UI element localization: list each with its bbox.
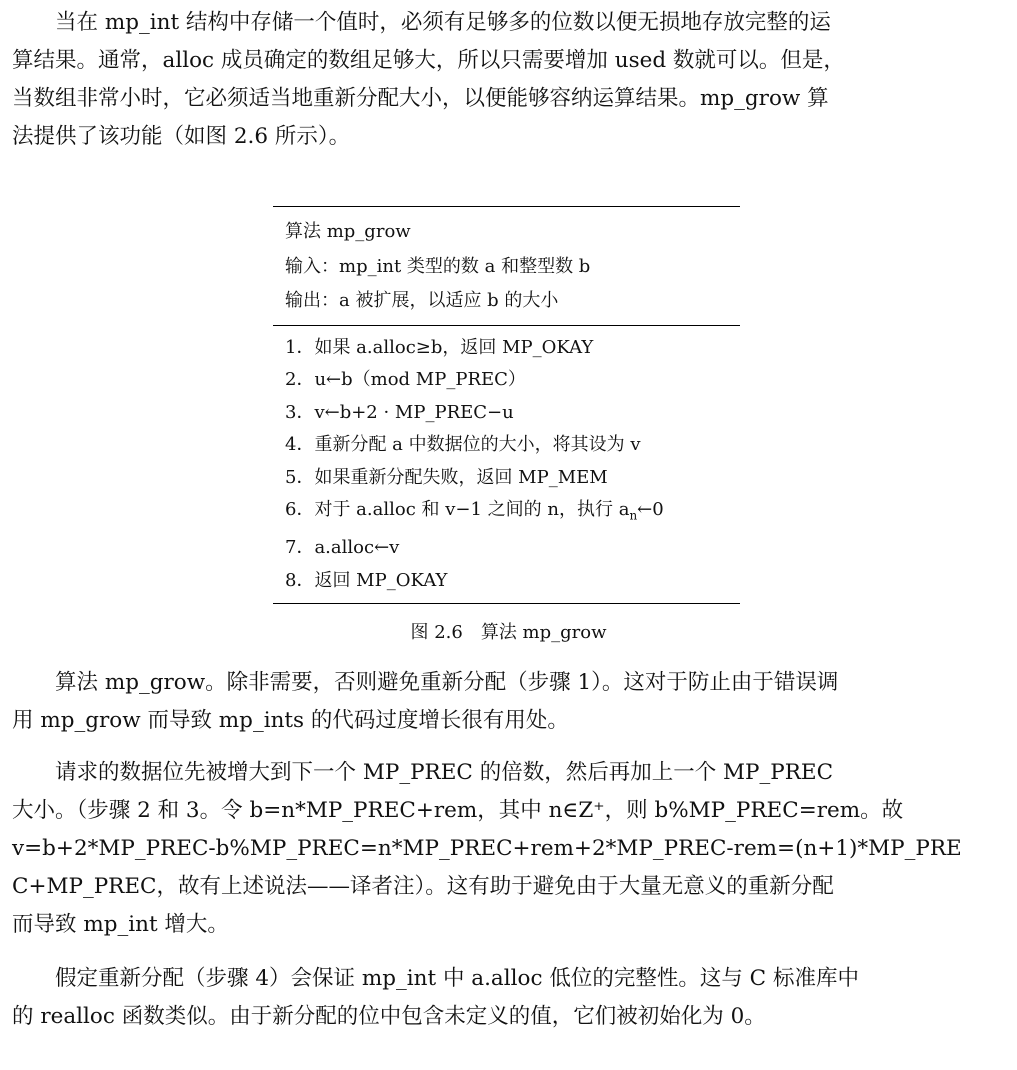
- text-line: 法提供了该功能（如图 2.6 所示）。: [12, 124, 351, 149]
- algorithm-header: [273, 207, 740, 325]
- algorithm-step: 7．a.alloc←v: [285, 537, 400, 559]
- text-line: 假定重新分配（步骤 4）会保证 mp_int 中 a.alloc 低位的完整性。这与 C 标准库中: [55, 966, 859, 991]
- algorithm-box: [273, 206, 740, 604]
- algorithm-step: 8．返回 MP_OKAY: [285, 569, 448, 591]
- figure-number: 图 2.6: [410, 622, 463, 643]
- step-6-text: 6．对于 a.alloc 和 v−1 之间的 n，执行 a: [285, 499, 630, 520]
- text-line: 的 realloc 函数类似。由于新分配的位中包含未定义的值，它们被初始化为 0。: [12, 1004, 766, 1029]
- step-6-tail: ←0: [637, 499, 664, 520]
- paragraph-step2-3: [12, 754, 1005, 944]
- bottom-rule: [273, 603, 740, 604]
- text-line: 而导致 mp_int 增大。: [12, 912, 229, 937]
- algorithm-output: 输出：a 被扩展，以适应 b 的大小: [285, 290, 559, 311]
- algorithm-steps: [273, 326, 740, 604]
- figure-title: 算法 mp_grow: [480, 622, 607, 643]
- text-line: v=b+2*MP_PREC-b%MP_PREC=n*MP_PREC+rem+2*MP_PREC-rem=(n+1)*MP_PRE: [12, 836, 962, 861]
- algorithm-step: 2．u←b（mod MP_PREC）: [285, 369, 526, 390]
- algorithm-input: 输入：mp_int 类型的数 a 和整型数 b: [285, 255, 591, 277]
- paragraph-step4: [12, 960, 1005, 1036]
- algorithm-step: 5．如果重新分配失败，返回 MP_MEM: [285, 466, 608, 488]
- text-line: 当在 mp_int 结构中存储一个值时，必须有足够多的位数以便无损地存放完整的运: [55, 10, 831, 35]
- algorithm-title: 算法 mp_grow: [285, 221, 411, 242]
- algorithm-step: 4．重新分配 a 中数据位的大小，将其设为 v: [285, 434, 641, 455]
- text-line: 大小。（步骤 2 和 3。令 b=n*MP_PREC+rem，其中 n∈Z⁺，则 b%MP_PREC=rem。故: [12, 798, 904, 823]
- paragraph-intro: [12, 4, 1005, 156]
- algorithm-step-6: [285, 494, 740, 532]
- paragraph-step1: [12, 664, 1005, 740]
- text-line: 算法 mp_grow。除非需要，否则避免重新分配（步骤 1）。这对于防止由于错误调: [55, 670, 839, 695]
- step-6-subscript: n: [629, 508, 638, 523]
- text-line: 算结果。通常，alloc 成员确定的数组足够大，所以只需要增加 used 数就可以。但是，: [12, 48, 845, 73]
- figure-caption: [0, 620, 1017, 646]
- text-line: 当数组非常小时，它必须适当地重新分配大小，以便能够容纳运算结果。mp_grow 算: [12, 86, 829, 111]
- algorithm-step: 3．v←b+2 · MP_PREC−u: [285, 401, 514, 423]
- text-line: C+MP_PREC，故有上述说法——译者注）。这有助于避免由于大量无意义的重新分配: [12, 874, 834, 899]
- algorithm-step: 1．如果 a.alloc≥b，返回 MP_OKAY: [285, 336, 594, 358]
- text-line: 请求的数据位先被增大到下一个 MP_PREC 的倍数，然后再加上一个 MP_PREC: [55, 760, 834, 785]
- text-line: 用 mp_grow 而导致 mp_ints 的代码过度增长很有用处。: [12, 708, 569, 733]
